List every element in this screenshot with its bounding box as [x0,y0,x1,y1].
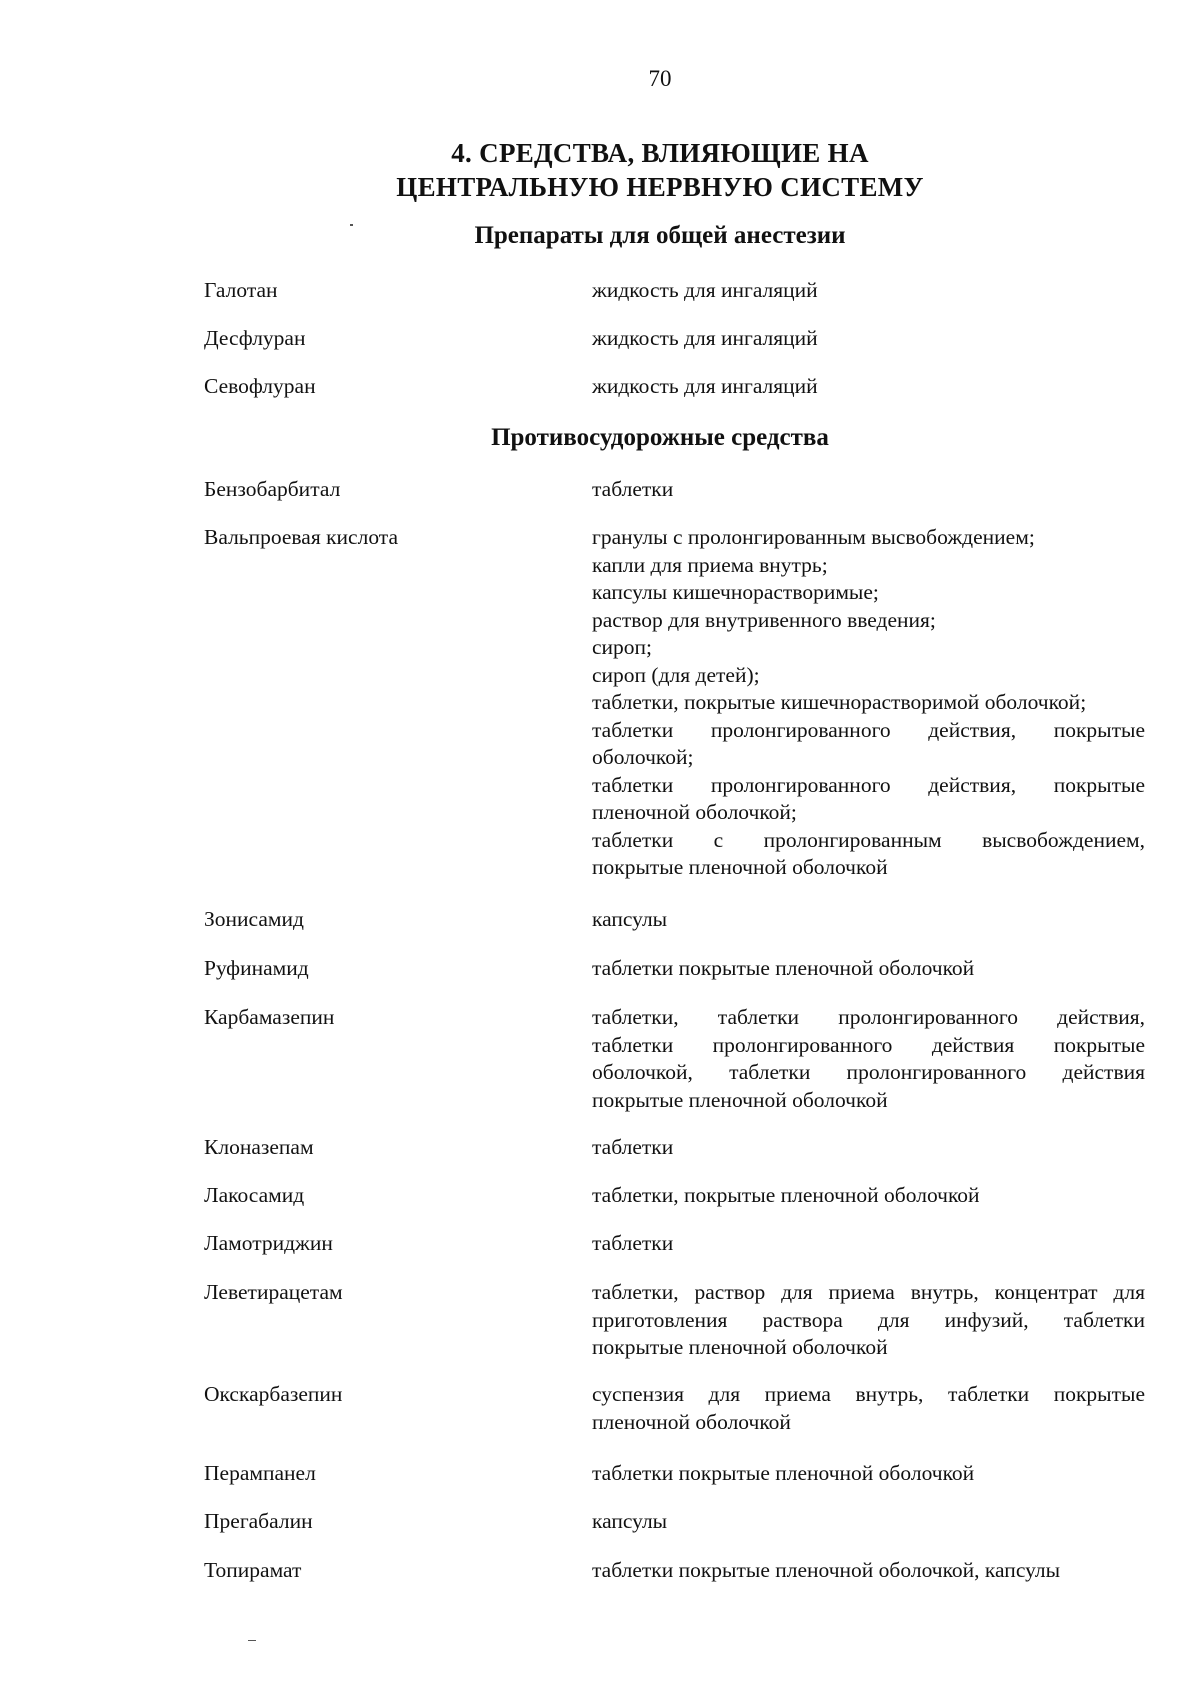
form-line: таблетки пролонгированного действия, покрытые [592,717,1145,742]
chapter-title-line1: 4. СРЕДСТВА, ВЛИЯЮЩИЕ НА [451,138,869,168]
form-line: таблетки, раствор для приема внутрь, концентрат для [592,1280,1145,1304]
drug-forms [592,277,1145,305]
form-line: жидкость для ингаляций [592,374,818,398]
form-line: покрытые пленочной оболочкой [592,1087,888,1112]
drug-forms [592,1004,1145,1114]
form-line: сироп (для детей); [592,662,760,687]
form-line: капсулы кишечнорастворимые; [592,580,879,604]
form-line: сироп; [592,635,653,659]
form-line: таблетки [592,1135,674,1159]
chapter-title [0,136,1200,204]
drug-name: Ламотриджин [204,1231,333,1255]
drug-name: Леветирацетам [204,1280,343,1304]
chapter-title-line2: ЦЕНТРАЛЬНУЮ НЕРВНУЮ СИСТЕМУ [396,172,924,202]
section-title-anesthesia: Препараты для общей анестезии [474,222,846,249]
drug-name: Зонисамид [204,907,304,931]
form-line: жидкость для ингаляций [592,326,818,350]
form-line: капсулы [592,907,668,931]
drug-name: Клоназепам [204,1135,314,1159]
form-line: таблетки с пролонгированным высвобождением, [592,827,1145,852]
form-line: оболочкой; [592,745,694,769]
drug-name: Десфлуран [204,326,306,350]
drug-name: Окскарбазепин [204,1382,343,1406]
form-line: пленочной оболочкой; [592,800,797,824]
form-line: таблетки покрытые пленочной оболочкой [592,956,975,980]
drug-name: Бензобарбитал [204,477,341,501]
drug-name: Карбамазепин [204,1005,335,1029]
scan-speck [350,224,353,226]
form-line: таблетки покрытые пленочной оболочкой, капсулы [592,1558,1061,1582]
form-line: капсулы [592,1509,668,1533]
form-line: суспензия для приема внутрь, таблетки покрытые [592,1382,1145,1406]
drug-forms [592,1230,1145,1258]
form-line: покрытые пленочной оболочкой [592,855,888,879]
form-line: таблетки, таблетки пролонгированного действия, [592,1005,1145,1029]
drug-name: Топирамат [204,1558,302,1582]
form-line: пленочной оболочкой [592,1409,791,1434]
form-line: таблетки, покрытые кишечнорастворимой оболочкой; [592,690,1087,714]
drug-name: Севофлуран [204,374,316,398]
drug-name: Лакосамид [204,1183,305,1207]
drug-forms [592,1557,1145,1585]
drug-forms [592,373,1145,401]
scan-speck [248,1640,256,1641]
form-line: таблетки покрытые пленочной оболочкой [592,1461,975,1485]
drug-forms [592,1134,1145,1162]
form-line: раствор для внутривенного введения; [592,607,936,632]
form-line: капли для приема внутрь; [592,552,828,577]
page-number: 70 [648,66,672,91]
drug-forms [592,325,1145,353]
drug-forms [592,476,1145,504]
drug-name: Галотан [204,278,278,302]
drug-forms [592,524,1145,882]
drug-name: Руфинамид [204,956,309,980]
form-line: приготовления раствора для инфузий, таблетки [592,1307,1145,1332]
form-line: таблетки пролонгированного действия покрытые [592,1032,1145,1057]
drug-name: Вальпроевая кислота [204,525,398,549]
drug-forms [592,1182,1145,1210]
form-line: таблетки [592,477,674,501]
section-title-anticonvulsants: Противосудорожные средства [491,424,829,451]
drug-forms [592,1460,1145,1488]
drug-forms [592,1279,1145,1362]
form-line: таблетки, покрытые пленочной оболочкой [592,1183,980,1207]
form-line: таблетки пролонгированного действия, покрытые [592,772,1145,797]
form-line: таблетки [592,1231,674,1255]
drug-forms [592,906,1145,934]
drug-forms [592,955,1145,983]
drug-forms [592,1381,1145,1436]
drug-forms [592,1508,1145,1536]
form-line: покрытые пленочной оболочкой [592,1335,888,1359]
form-line: жидкость для ингаляций [592,278,818,302]
form-line: оболочкой, таблетки пролонгированного действия [592,1060,1145,1084]
drug-name: Прегабалин [204,1509,313,1533]
form-line: гранулы с пролонгированным высвобождением; [592,525,1035,549]
drug-name: Перампанел [204,1461,316,1485]
